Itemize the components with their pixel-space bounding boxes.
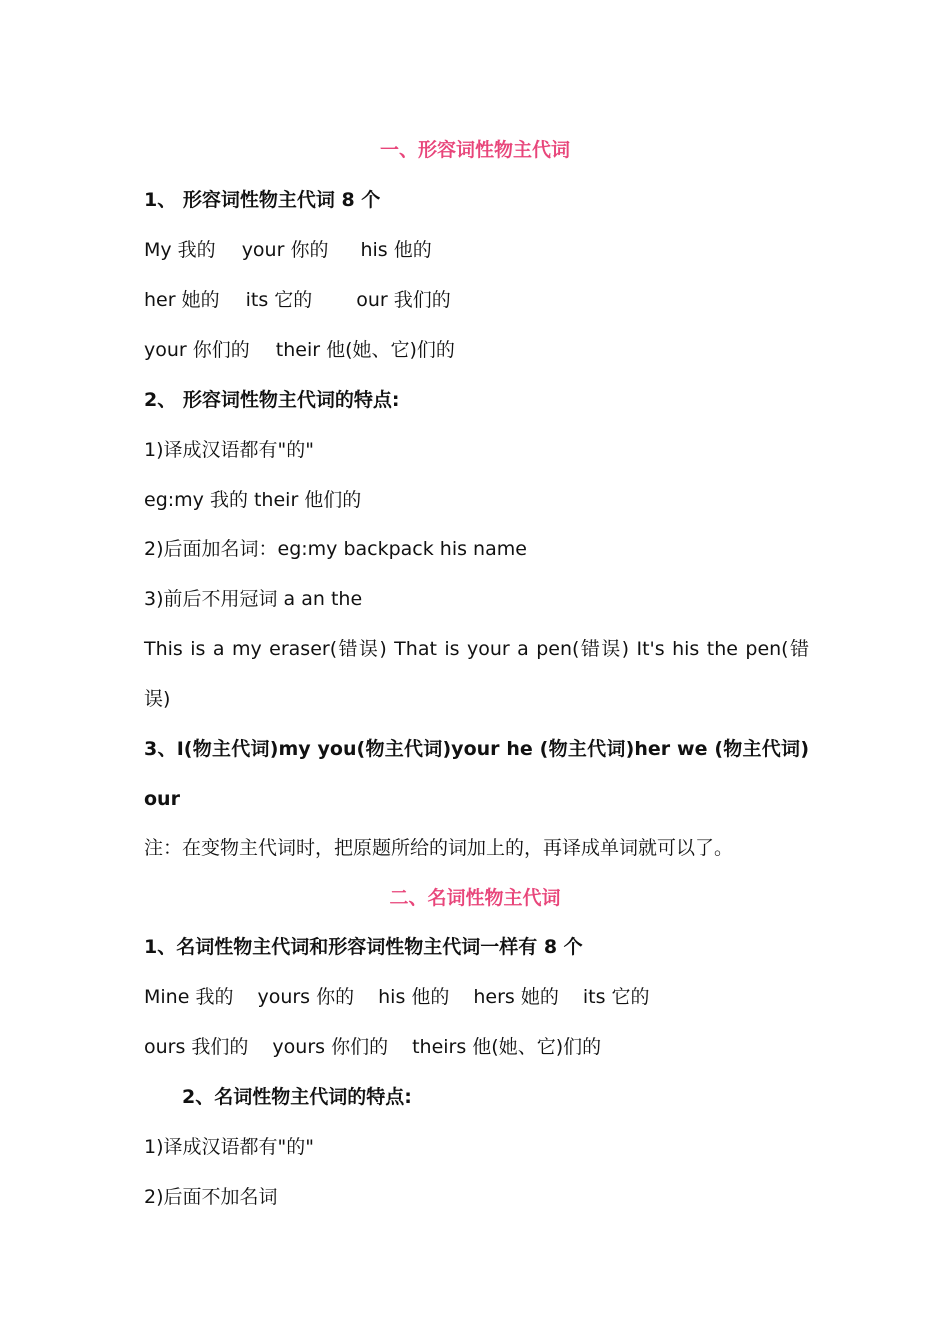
pronoun-entry: ours 我们的 [144, 1036, 249, 1058]
section1-item2-title: 2、 形容词性物主代词的特点: [144, 389, 400, 411]
section1-item3-continued: our [144, 788, 180, 810]
section1-heading: 一、形容词性物主代词 [379, 139, 570, 161]
note: 注：在变物主代词时，把原题所给的词加上的，再译成单词就可以了。 [144, 837, 734, 859]
pronoun-entry: hers 她的 [473, 986, 559, 1008]
pronoun-entry: its 它的 [245, 289, 313, 311]
pronoun-entry: yours 你的 [257, 986, 355, 1008]
section2-item2-title: 2、名词性物主代词的特点: [182, 1086, 412, 1108]
error-examples-continued: 误) [144, 688, 171, 710]
pronoun-entry: her 她的 [144, 289, 220, 311]
pronoun-entry: theirs 他(她、它)们的 [412, 1036, 602, 1058]
pronoun-entry: its 它的 [582, 986, 650, 1008]
pronoun-entry: your 你的 [241, 239, 329, 261]
pronoun-row [144, 338, 809, 362]
feature-point: 1)译成汉语都有"的" [144, 439, 314, 461]
section2-item1-title: 1、名词性物主代词和形容词性物主代词一样有 8 个 [144, 936, 583, 958]
error-examples: This is a my eraser(错误) That is your a pen(错误) It's his the pen(错 [144, 638, 809, 660]
section1-item3: 3、I(物主代词)my you(物主代词)your he (物主代词)her we (物主代词) [144, 738, 809, 760]
feature-example: eg:my 我的 their 他们的 [144, 489, 362, 511]
pronoun-row [144, 985, 809, 1009]
feature-point: 3)前后不用冠词 a an the [144, 588, 363, 610]
section2-heading: 二、名词性物主代词 [389, 887, 561, 909]
pronoun-entry: yours 你们的 [272, 1036, 389, 1058]
pronoun-entry: your 你们的 [144, 339, 250, 361]
feature-point: 1)译成汉语都有"的" [144, 1136, 314, 1158]
pronoun-entry: Mine 我的 [144, 986, 234, 1008]
pronoun-entry: their 他(她、它)们的 [275, 339, 455, 361]
feature-point: 2)后面不加名词 [144, 1186, 278, 1208]
pronoun-row [144, 238, 809, 262]
pronoun-entry: our 我们的 [356, 289, 451, 311]
pronoun-entry: his 他的 [378, 986, 450, 1008]
pronoun-row [144, 1035, 809, 1059]
section1-item1-title: 1、 形容词性物主代词 8 个 [144, 189, 381, 211]
pronoun-row [144, 288, 809, 312]
pronoun-entry: his 他的 [360, 239, 432, 261]
pronoun-entry: My 我的 [144, 239, 216, 261]
feature-point: 2)后面加名词：eg:my backpack his name [144, 538, 527, 560]
